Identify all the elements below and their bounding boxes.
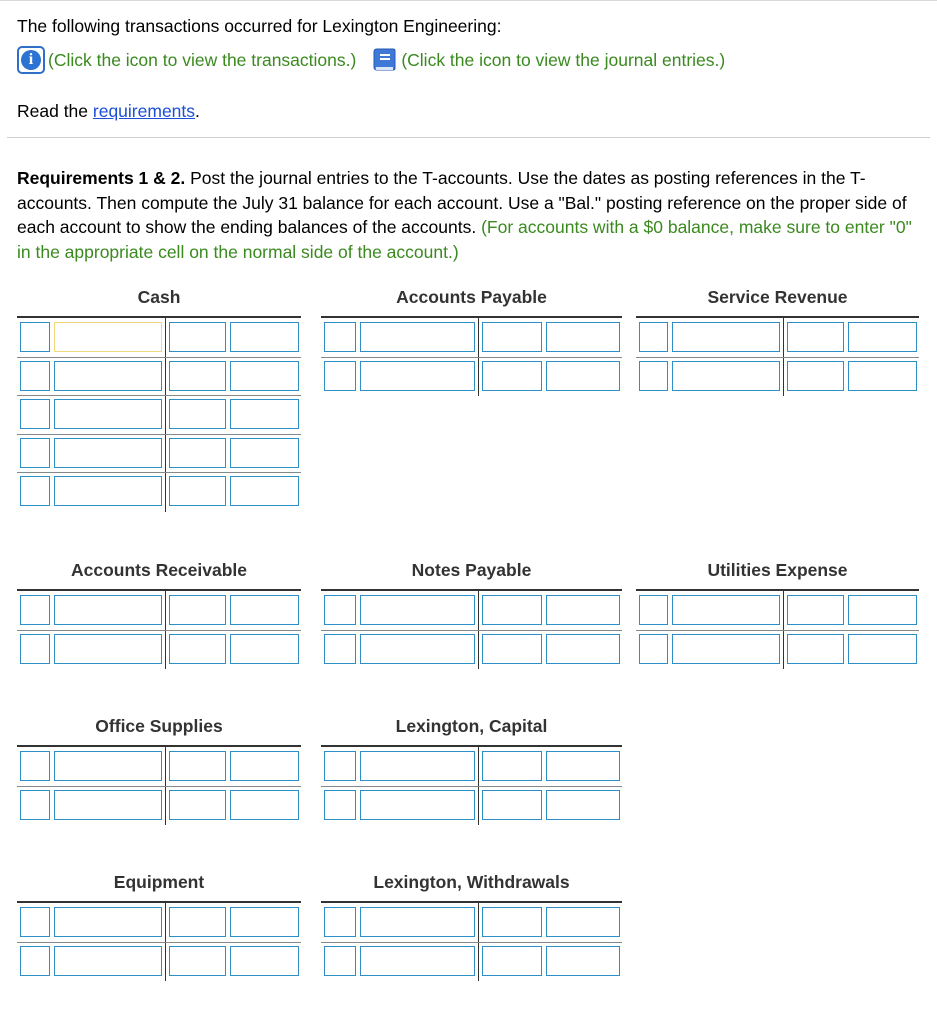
accounts-receivable-debit-amount-input[interactable] [54,634,162,664]
equipment-debit-amount-input[interactable] [54,907,162,937]
view-journal-entries-link[interactable]: (Click the icon to view the journal entries.) [401,49,726,70]
t-account-row-separator [17,472,301,473]
requirements-instructions [17,166,922,264]
t-account-lexington-capital [321,716,622,828]
t-account-accounts-payable [321,287,622,399]
cash-debit-date-input[interactable] [20,361,50,391]
t-account-lexington-withdrawals [321,872,622,984]
utilities-expense-debit-date-input[interactable] [639,634,668,664]
office-supplies-debit-amount-input[interactable] [54,751,162,781]
t-account-top-rule [321,901,622,903]
lexington-capital-credit-amount-input[interactable] [546,751,620,781]
t-account-row-separator [321,786,622,787]
lexington-withdrawals-credit-date-input[interactable] [482,946,542,976]
accounts-payable-debit-amount-input[interactable] [360,322,475,352]
cash-credit-amount-input[interactable] [230,399,299,429]
utilities-expense-credit-amount-input[interactable] [848,634,917,664]
office-supplies-debit-date-input[interactable] [20,790,50,820]
service-revenue-debit-amount-input[interactable] [672,361,780,391]
t-account-row-separator [17,942,301,943]
notes-payable-debit-amount-input[interactable] [360,634,475,664]
lexington-capital-debit-date-input[interactable] [324,751,356,781]
t-account-top-rule [17,901,301,903]
view-transactions-link[interactable]: (Click the icon to view the transactions.) [48,49,357,70]
lexington-capital-credit-date-input[interactable] [482,751,542,781]
service-revenue-debit-date-input[interactable] [639,361,668,391]
t-account-row-separator [17,630,301,631]
office-supplies-credit-date-input[interactable] [169,751,226,781]
equipment-credit-date-input[interactable] [169,946,226,976]
t-account-row-separator [636,357,919,358]
t-account-utilities-expense [636,560,919,672]
accounts-receivable-credit-date-input[interactable] [169,595,226,625]
utilities-expense-credit-amount-input[interactable] [848,595,917,625]
accounts-receivable-credit-amount-input[interactable] [230,634,299,664]
cash-credit-date-input[interactable] [169,399,226,429]
service-revenue-credit-date-input[interactable] [787,361,844,391]
requirements-note: (For accounts with a $0 balance, make sure to enter "0" in the appropriate cell on the normal side of the account.) [17,217,912,262]
cash-debit-amount-input[interactable] [54,476,162,506]
lexington-withdrawals-debit-date-input[interactable] [324,907,356,937]
t-account-title: Notes Payable [411,560,532,580]
requirements-text: Post the journal entries to the T-accounts. Use the dates as posting references in the T-accounts. Then compute the July 31 balance for each account. Use a "Bal." posting reference on the proper side of each account to show the ending balances of the accounts. [17,168,907,237]
t-account-row-separator [636,630,919,631]
accounts-payable-credit-date-input[interactable] [482,361,542,391]
accounts-payable-credit-date-input[interactable] [482,322,542,352]
service-revenue-debit-date-input[interactable] [639,322,668,352]
t-account-title: Cash [137,287,181,307]
notes-payable-credit-amount-input[interactable] [546,595,620,625]
t-account-center-rule [165,316,166,512]
section-divider [7,137,930,138]
cash-debit-amount-input[interactable] [54,361,162,391]
equipment-credit-amount-input[interactable] [230,946,299,976]
notes-payable-credit-date-input[interactable] [482,595,542,625]
lexington-capital-credit-date-input[interactable] [482,790,542,820]
accounts-receivable-debit-date-input[interactable] [20,634,50,664]
intro-text: The following transactions occurred for Lexington Engineering: [17,16,502,36]
equipment-credit-amount-input[interactable] [230,907,299,937]
office-supplies-debit-amount-input[interactable] [54,790,162,820]
lexington-withdrawals-credit-amount-input[interactable] [546,907,620,937]
cash-credit-amount-input[interactable] [230,361,299,391]
lexington-capital-credit-amount-input[interactable] [546,790,620,820]
t-account-row-separator [321,942,622,943]
accounts-payable-credit-amount-input[interactable] [546,322,620,352]
t-account-title: Accounts Payable [396,287,547,307]
accounts-payable-debit-amount-input[interactable] [360,361,475,391]
t-account-title: Accounts Receivable [70,560,248,580]
office-supplies-credit-date-input[interactable] [169,790,226,820]
t-account-top-rule [17,745,301,747]
t-account-title: Equipment [113,872,205,892]
service-revenue-debit-amount-input[interactable] [672,322,780,352]
t-account-top-rule [321,745,622,747]
t-account-row-separator [321,630,622,631]
accounts-receivable-credit-date-input[interactable] [169,634,226,664]
t-account-row-separator [321,357,622,358]
equipment-debit-date-input[interactable] [20,946,50,976]
accounts-receivable-debit-amount-input[interactable] [54,595,162,625]
top-border [0,0,937,1]
t-account-title: Utilities Expense [707,560,848,580]
t-account-title: Office Supplies [95,716,223,736]
equipment-credit-date-input[interactable] [169,907,226,937]
cash-debit-amount-input[interactable] [54,322,162,352]
t-account-equipment [17,872,301,984]
cash-debit-date-input[interactable] [20,322,50,352]
t-account-row-separator [17,395,301,396]
equipment-debit-amount-input[interactable] [54,946,162,976]
notes-payable-debit-date-input[interactable] [324,595,356,625]
utilities-expense-credit-date-input[interactable] [787,634,844,664]
cash-debit-date-input[interactable] [20,476,50,506]
lexington-capital-debit-amount-input[interactable] [360,751,475,781]
cash-debit-date-input[interactable] [20,399,50,429]
lexington-withdrawals-credit-date-input[interactable] [482,907,542,937]
read-requirements: Read the requirements. [17,101,200,121]
cash-credit-date-input[interactable] [169,438,226,468]
utilities-expense-debit-amount-input[interactable] [672,595,780,625]
lexington-withdrawals-debit-date-input[interactable] [324,946,356,976]
office-supplies-credit-amount-input[interactable] [230,790,299,820]
lexington-withdrawals-debit-amount-input[interactable] [360,946,475,976]
t-account-title: Service Revenue [707,287,848,307]
utilities-expense-debit-amount-input[interactable] [672,634,780,664]
cash-credit-date-input[interactable] [169,322,226,352]
t-account-title: Lexington, Withdrawals [373,872,570,892]
notes-payable-credit-amount-input[interactable] [546,634,620,664]
lexington-withdrawals-credit-amount-input[interactable] [546,946,620,976]
lexington-capital-debit-amount-input[interactable] [360,790,475,820]
t-account-accounts-receivable [17,560,301,672]
cash-credit-amount-input[interactable] [230,438,299,468]
cash-credit-amount-input[interactable] [230,322,299,352]
t-account-cash [17,287,301,515]
accounts-payable-debit-date-input[interactable] [324,361,356,391]
accounts-payable-debit-date-input[interactable] [324,322,356,352]
t-account-top-rule [17,589,301,591]
service-revenue-credit-amount-input[interactable] [848,361,917,391]
t-account-top-rule [636,589,919,591]
t-account-top-rule [17,316,301,318]
info-icon[interactable]: i [17,46,45,74]
office-supplies-debit-date-input[interactable] [20,751,50,781]
requirements-label: Requirements 1 & 2. [17,168,186,188]
utilities-expense-debit-date-input[interactable] [639,595,668,625]
accounts-payable-credit-amount-input[interactable] [546,361,620,391]
notes-payable-debit-date-input[interactable] [324,634,356,664]
t-account-title: Lexington, Capital [395,716,548,736]
cash-credit-date-input[interactable] [169,476,226,506]
icon-link-row [17,45,725,75]
accounts-receivable-debit-date-input[interactable] [20,595,50,625]
cash-debit-date-input[interactable] [20,438,50,468]
journal-book-icon[interactable] [370,46,398,74]
service-revenue-credit-amount-input[interactable] [848,322,917,352]
t-account-top-rule [636,316,919,318]
utilities-expense-credit-date-input[interactable] [787,595,844,625]
office-supplies-credit-amount-input[interactable] [230,751,299,781]
t-account-office-supplies [17,716,301,828]
lexington-withdrawals-debit-amount-input[interactable] [360,907,475,937]
notes-payable-debit-amount-input[interactable] [360,595,475,625]
lexington-capital-debit-date-input[interactable] [324,790,356,820]
cash-debit-amount-input[interactable] [54,438,162,468]
t-account-row-separator [17,786,301,787]
t-account-top-rule [321,316,622,318]
t-account-row-separator [17,357,301,358]
equipment-debit-date-input[interactable] [20,907,50,937]
cash-debit-amount-input[interactable] [54,399,162,429]
t-account-service-revenue [636,287,919,399]
requirements-link[interactable]: requirements [92,101,196,121]
t-account-top-rule [321,589,622,591]
accounts-receivable-credit-amount-input[interactable] [230,595,299,625]
t-account-notes-payable [321,560,622,672]
notes-payable-credit-date-input[interactable] [482,634,542,664]
cash-credit-amount-input[interactable] [230,476,299,506]
t-account-row-separator [17,434,301,435]
cash-credit-date-input[interactable] [169,361,226,391]
service-revenue-credit-date-input[interactable] [787,322,844,352]
